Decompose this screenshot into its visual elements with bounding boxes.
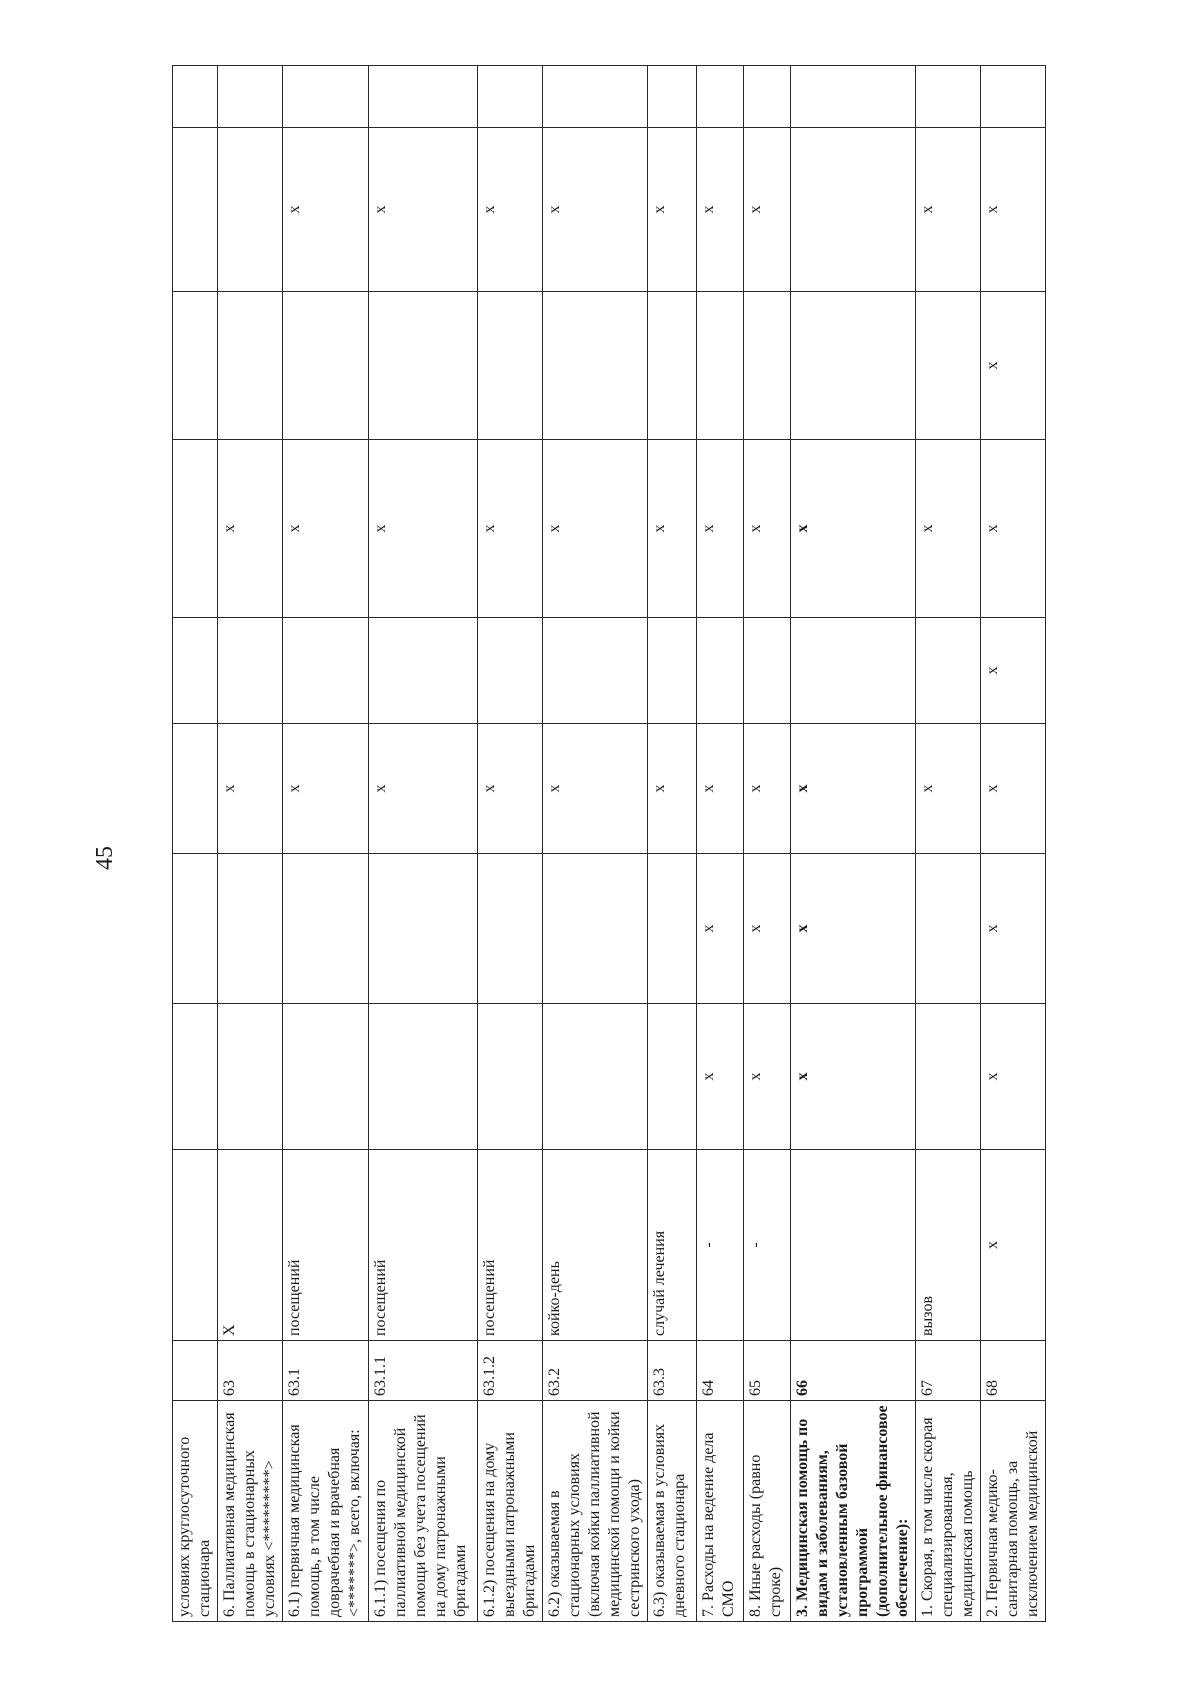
value-cell-col-8 (697, 292, 744, 440)
value-cell-col-5: х (218, 724, 283, 854)
table-row-63 (218, 66, 283, 1622)
value-cell-col-6 (697, 618, 744, 724)
row-code: 63.1 (283, 1341, 369, 1401)
value-cell-col-4 (173, 854, 218, 1004)
row-label: 2. Первичная медико-санитарная помощь, за исключением медицинской (981, 1401, 1046, 1622)
unit-cell: X (218, 1150, 283, 1341)
value-cell-col-6 (283, 618, 369, 724)
value-cell-col-8: х (981, 292, 1046, 440)
value-cell-col-7: х (648, 440, 697, 618)
table-row-63-1-2 (478, 66, 543, 1622)
value-cell-col-7: х (369, 440, 478, 618)
value-cell-col-9 (173, 128, 218, 292)
table-row-63-2 (543, 66, 648, 1622)
table-row-67 (916, 66, 981, 1622)
value-cell-col-7: х (744, 440, 791, 618)
value-cell-col-5: х (697, 724, 744, 854)
table-row-0 (173, 66, 218, 1622)
value-cell-col-3 (478, 1004, 543, 1150)
value-cell-col-3 (173, 1004, 218, 1150)
value-cell-col-8 (369, 292, 478, 440)
value-cell-col-3 (218, 1004, 283, 1150)
value-cell-col-5: х (981, 724, 1046, 854)
value-cell-col-9: х (543, 128, 648, 292)
unit-cell: посещений (478, 1150, 543, 1341)
row-label: 6.3) оказываемая в условиях дневного стационара (648, 1401, 697, 1622)
table-row-63-3 (648, 66, 697, 1622)
value-cell-col-4 (478, 854, 543, 1004)
row-label: 6. Паллиативная медицинская помощь в стационарных условиях <*********> (218, 1401, 283, 1622)
table-row-66 (791, 66, 916, 1622)
financing-table (172, 65, 1046, 1622)
value-cell-col-9: х (916, 128, 981, 292)
row-code: 63 (218, 1341, 283, 1401)
unit-cell (791, 1150, 916, 1341)
value-cell-col-3: х (981, 1004, 1046, 1150)
unit-cell: посещений (369, 1150, 478, 1341)
value-cell-col-8 (218, 292, 283, 440)
value-cell-col-7: х (916, 440, 981, 618)
row-code: 63.3 (648, 1341, 697, 1401)
value-cell-col-10 (648, 66, 697, 128)
value-cell-col-5: х (369, 724, 478, 854)
value-cell-col-8 (543, 292, 648, 440)
value-cell-col-4 (283, 854, 369, 1004)
unit-cell: случай лечения (648, 1150, 697, 1341)
value-cell-col-10 (369, 66, 478, 128)
row-code (173, 1341, 218, 1401)
value-cell-col-6 (173, 618, 218, 724)
value-cell-col-6 (791, 618, 916, 724)
value-cell-col-6 (218, 618, 283, 724)
row-code: 63.1.1 (369, 1341, 478, 1401)
row-label: 6.2) оказываемая в стационарных условиях (включая койки паллиативной медицинской помощи и койки сестринского ухода) (543, 1401, 648, 1622)
value-cell-col-4: х (981, 854, 1046, 1004)
table-row-63-1-1 (369, 66, 478, 1622)
unit-cell: посещений (283, 1150, 369, 1341)
value-cell-col-5: х (478, 724, 543, 854)
row-code: 67 (916, 1341, 981, 1401)
row-code: 65 (744, 1341, 791, 1401)
value-cell-col-9: х (744, 128, 791, 292)
row-label: 3. Медицинская помощь по видам и заболеваниям, установленным базовой программой (дополнительное финансовое обеспечение): (791, 1401, 916, 1622)
value-cell-col-7: х (791, 440, 916, 618)
value-cell-col-10 (981, 66, 1046, 128)
value-cell-col-9 (218, 128, 283, 292)
value-cell-col-7 (173, 440, 218, 618)
value-cell-col-5: х (744, 724, 791, 854)
row-code: 63.1.2 (478, 1341, 543, 1401)
value-cell-col-10 (543, 66, 648, 128)
value-cell-col-4 (648, 854, 697, 1004)
value-cell-col-4 (916, 854, 981, 1004)
value-cell-col-9: х (478, 128, 543, 292)
value-cell-col-5: х (791, 724, 916, 854)
row-code: 68 (981, 1341, 1046, 1401)
table-row-63-1 (283, 66, 369, 1622)
value-cell-col-10 (697, 66, 744, 128)
value-cell-col-9 (791, 128, 916, 292)
table-row-64 (697, 66, 744, 1622)
row-label: 7. Расходы на ведение дела СМО (697, 1401, 744, 1622)
value-cell-col-5: х (283, 724, 369, 854)
value-cell-col-9: х (981, 128, 1046, 292)
value-cell-col-7: х (283, 440, 369, 618)
value-cell-col-3 (648, 1004, 697, 1150)
value-cell-col-4 (543, 854, 648, 1004)
row-label: 6.1.1) посещения по паллиативной медицинской помощи без учета посещений на дому патронажными бригадами (369, 1401, 478, 1622)
unit-cell (173, 1150, 218, 1341)
value-cell-col-8 (648, 292, 697, 440)
value-cell-col-6 (369, 618, 478, 724)
value-cell-col-3: х (697, 1004, 744, 1150)
value-cell-col-9: х (697, 128, 744, 292)
value-cell-col-8 (916, 292, 981, 440)
value-cell-col-5: х (648, 724, 697, 854)
value-cell-col-9: х (648, 128, 697, 292)
value-cell-col-4 (218, 854, 283, 1004)
value-cell-col-6 (478, 618, 543, 724)
row-label: 1. Скорая, в том числе скорая специализированная, медицинская помощь (916, 1401, 981, 1622)
value-cell-col-6 (916, 618, 981, 724)
value-cell-col-10 (744, 66, 791, 128)
value-cell-col-7: х (981, 440, 1046, 618)
value-cell-col-7: х (478, 440, 543, 618)
value-cell-col-6: х (981, 618, 1046, 724)
unit-cell: - (744, 1150, 791, 1341)
row-code: 64 (697, 1341, 744, 1401)
value-cell-col-6 (648, 618, 697, 724)
row-label: 6.1) первичная медицинская помощь, в том числе доврачебная и врачебная <*******>, всего, включая: (283, 1401, 369, 1622)
table-row-65 (744, 66, 791, 1622)
value-cell-col-8 (283, 292, 369, 440)
value-cell-col-4: х (744, 854, 791, 1004)
value-cell-col-3: х (744, 1004, 791, 1150)
value-cell-col-7: х (543, 440, 648, 618)
value-cell-col-7: х (218, 440, 283, 618)
value-cell-col-8 (791, 292, 916, 440)
page-number: 45 (92, 846, 118, 870)
row-code: 63.2 (543, 1341, 648, 1401)
unit-cell: х (981, 1150, 1046, 1341)
value-cell-col-10 (173, 66, 218, 128)
value-cell-col-8 (173, 292, 218, 440)
row-label: условиях круглосуточного стационара (173, 1401, 218, 1622)
table-row-68 (981, 66, 1046, 1622)
value-cell-col-3: х (791, 1004, 916, 1150)
value-cell-col-10 (916, 66, 981, 128)
value-cell-col-4: х (791, 854, 916, 1004)
value-cell-col-3 (916, 1004, 981, 1150)
rotated-table-container (172, 66, 1099, 1622)
row-label: 6.1.2) посещения на дому выездными патронажными бригадами (478, 1401, 543, 1622)
value-cell-col-5: х (543, 724, 648, 854)
value-cell-col-3 (543, 1004, 648, 1150)
value-cell-col-8 (744, 292, 791, 440)
value-cell-col-7: х (697, 440, 744, 618)
value-cell-col-6 (744, 618, 791, 724)
value-cell-col-5 (173, 724, 218, 854)
value-cell-col-6 (543, 618, 648, 724)
value-cell-col-10 (218, 66, 283, 128)
value-cell-col-10 (791, 66, 916, 128)
value-cell-col-9: х (283, 128, 369, 292)
value-cell-col-9: х (369, 128, 478, 292)
row-code: 66 (791, 1341, 916, 1401)
unit-cell: - (697, 1150, 744, 1341)
value-cell-col-3 (369, 1004, 478, 1150)
value-cell-col-4: х (697, 854, 744, 1004)
unit-cell: вызов (916, 1150, 981, 1341)
value-cell-col-10 (283, 66, 369, 128)
value-cell-col-3 (283, 1004, 369, 1150)
value-cell-col-5: х (916, 724, 981, 854)
value-cell-col-8 (478, 292, 543, 440)
value-cell-col-10 (478, 66, 543, 128)
row-label: 8. Иные расходы (равно строке) (744, 1401, 791, 1622)
unit-cell: койко-день (543, 1150, 648, 1341)
value-cell-col-4 (369, 854, 478, 1004)
